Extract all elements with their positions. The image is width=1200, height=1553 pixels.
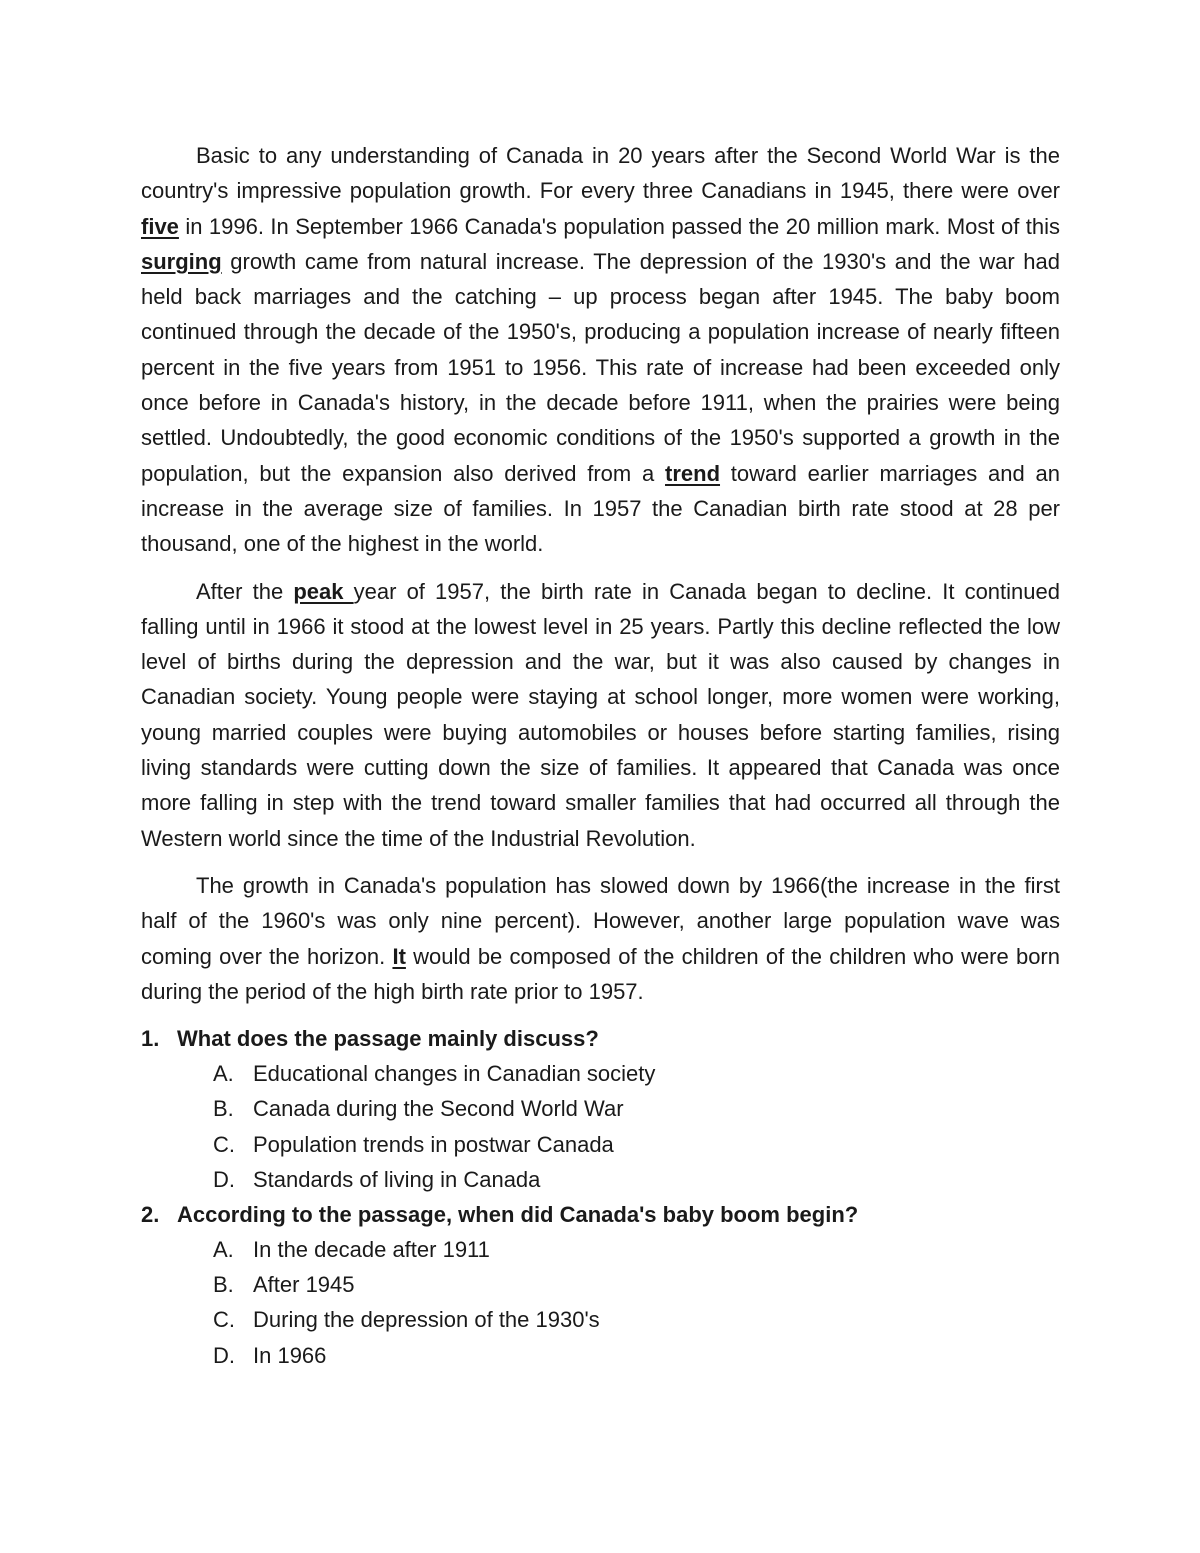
question-list bbox=[141, 1021, 1060, 1373]
passage-paragraph-2 bbox=[141, 574, 1060, 856]
underlined-word-peak: peak bbox=[293, 578, 354, 604]
paragraph-text: After the bbox=[196, 578, 294, 604]
underlined-word-five: five bbox=[141, 213, 179, 239]
option-letter: D. bbox=[213, 1342, 235, 1368]
option-letter: B. bbox=[213, 1096, 234, 1122]
paragraph-text: Basic to any understanding of Canada in 20 years after the Second World War is the country's impressive population growth. For every three Canadians in 1945, there were over bbox=[141, 143, 1060, 204]
paragraph-text: growth came from natural increase. The depression of the 1930's and the war had held back marriages and the catching – up process began after 1945. The baby boom continued through the decade of the 1950's, producing a population increase of nearly fifteen percent in the five years from 1951 to 1956. This rate of increase had been exceeded only once before in Canada's history, in the decade before 1911, when the prairies were being settled. Undoubtedly, the good economic conditions of the 1950's supported a growth in the population, but the expansion also derived from a bbox=[141, 248, 1060, 486]
option-text: Standards of living in Canada bbox=[253, 1166, 541, 1192]
question-1 bbox=[141, 1021, 1060, 1197]
option-letter: D. bbox=[213, 1166, 235, 1192]
question-text: According to the passage, when did Canada's baby boom begin? bbox=[177, 1201, 859, 1227]
option-text: During the depression of the 1930's bbox=[253, 1307, 600, 1333]
paragraph-text: toward earlier marriages and an increase in the average size of families. In 1957 the Canadian birth rate stood at 28 per thousand, one of the highest in the world. bbox=[141, 460, 1061, 557]
underlined-word-it: It bbox=[392, 943, 406, 969]
question-number: 2. bbox=[141, 1201, 160, 1227]
option-text: After 1945 bbox=[253, 1272, 355, 1298]
option-text: Canada during the Second World War bbox=[253, 1096, 624, 1122]
question-2 bbox=[141, 1197, 1060, 1373]
option-letter: C. bbox=[213, 1131, 235, 1157]
answer-option-c[interactable] bbox=[141, 1302, 1060, 1337]
answer-option-d[interactable] bbox=[141, 1162, 1060, 1197]
passage-paragraph-1 bbox=[141, 138, 1060, 562]
answer-option-b[interactable] bbox=[141, 1267, 1060, 1302]
answer-option-c[interactable] bbox=[141, 1127, 1060, 1162]
paragraph-text: year of 1957, the birth rate in Canada began to decline. It continued falling until in 1966 it stood at the lowest level in 25 years. Partly this decline reflected the low level of births during the depression and the war, but it was also caused by changes in Canadian society. Young people were staying at school longer, more women were working, young married couples were buying automobiles or houses before starting families, rising living standards were cutting down the size of families. It appeared that Canada was once more falling in step with the trend toward smaller families that had occurred all through the Western world since the time of the Industrial Revolution. bbox=[141, 578, 1060, 851]
option-text: In 1966 bbox=[253, 1342, 327, 1368]
document-page bbox=[141, 138, 1060, 1373]
option-letter: A. bbox=[213, 1236, 234, 1262]
answer-option-a[interactable] bbox=[141, 1056, 1060, 1091]
paragraph-text: The growth in Canada's population has slowed down by 1966(the increase in the first half of the 1960's was only nine percent). However, another large population wave was coming over the horizon. bbox=[141, 872, 1060, 969]
option-text: Educational changes in Canadian society bbox=[253, 1061, 656, 1087]
option-letter: A. bbox=[213, 1061, 234, 1087]
question-text: What does the passage mainly discuss? bbox=[177, 1026, 599, 1052]
question-stem bbox=[141, 1197, 1060, 1232]
question-stem bbox=[141, 1021, 1060, 1056]
option-letter: B. bbox=[213, 1272, 234, 1298]
answer-option-d[interactable] bbox=[141, 1338, 1060, 1373]
underlined-word-trend: trend bbox=[665, 460, 721, 486]
passage-paragraph-3 bbox=[141, 868, 1060, 1009]
question-number: 1. bbox=[141, 1026, 160, 1052]
paragraph-text: in 1996. In September 1966 Canada's population passed the 20 million mark. Most of this bbox=[178, 213, 1060, 239]
paragraph-text: would be composed of the children of the children who were born during the period of the high birth rate prior to 1957. bbox=[141, 943, 1060, 1004]
answer-option-b[interactable] bbox=[141, 1091, 1060, 1126]
option-letter: C. bbox=[213, 1307, 235, 1333]
option-text: Population trends in postwar Canada bbox=[253, 1131, 614, 1157]
underlined-word-surging: surging bbox=[141, 248, 222, 274]
answer-option-a[interactable] bbox=[141, 1232, 1060, 1267]
option-text: In the decade after 1911 bbox=[253, 1236, 490, 1262]
